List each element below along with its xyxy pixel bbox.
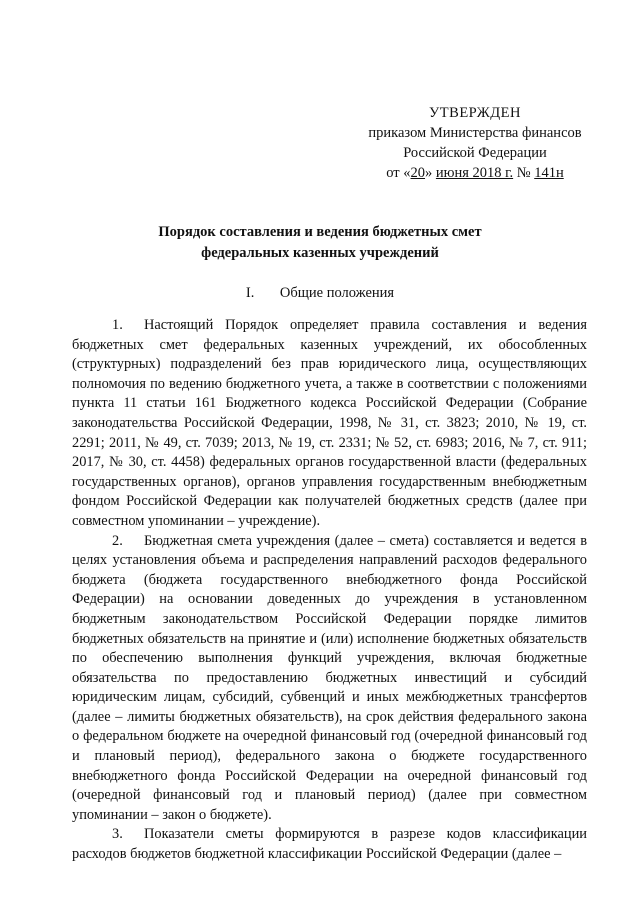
document-body <box>72 316 587 865</box>
date-month-year: июня 2018 г. <box>435 165 514 181</box>
date-mid: » <box>425 165 436 181</box>
date-prefix: от « <box>386 165 411 181</box>
paragraph-number: 1. <box>112 317 123 333</box>
paragraph-text: Настоящий Порядок определяет правила составления и ведения бюджетных смет федеральных казенных учреждений, их обособленных (структурных) подразделений без прав юридического лица, осуществляющих полномочия по ведению бюджетного учета, а также в соответствии с положениями пункта 11 статьи 161 Бюджетного кодекса Российской Федерации (Собрание законодательства Российской Федерации, 1998, № 31, ст. 3823; 2010, № 19, ст. 2291; 2011, № 49, ст. 7039; 2013, № 19, ст. 2331; № 52, ст. 6983; 2016, № 7, ст. 911; 2017, № 30, ст. 4458) федеральных органов государственной власти (федеральных государственных органов), органов управления государственным внебюджетным фондом Российской Федерации как получателей бюджетных средств (далее при совместном упоминании – учреждение). <box>72 317 587 529</box>
approval-stamp-block <box>360 103 590 183</box>
title-line-1: Порядок составления и ведения бюджетных смет <box>158 224 482 240</box>
paragraph <box>72 825 587 864</box>
document-title <box>60 222 580 264</box>
paragraph-number: 3. <box>112 826 123 843</box>
approval-heading: УТВЕРЖДЕН <box>429 105 521 121</box>
section-heading <box>60 283 580 303</box>
date-day: 20 <box>410 165 426 181</box>
order-number: 141н <box>534 165 564 181</box>
paragraph-text: Показатели сметы формируются в разрезе кодов классификации расходов бюджетов бюджетной классификации Российской Федерации (далее – <box>72 826 587 863</box>
section-title: Общие положения <box>279 285 395 301</box>
approval-ministry-line: Российской Федерации <box>403 145 547 161</box>
title-line-2: федеральных казенных учреждений <box>201 245 439 261</box>
approval-order-line: приказом Министерства финансов <box>368 125 582 141</box>
section-number: I. <box>245 285 255 301</box>
paragraph <box>72 532 587 826</box>
paragraph-number: 2. <box>112 532 123 549</box>
paragraph <box>72 316 587 532</box>
number-sign: № <box>513 165 535 181</box>
approval-date-line <box>360 163 590 183</box>
paragraph-text: Бюджетная смета учреждения (далее – смета) составляется и ведется в целях установления объема и распределения направлений расходов федерального бюджета (бюджета государственного внебюджетного фонда Российской Федерации) на основании доведенных до учреждения в установленном бюджетным законодательством Российской Федерации порядке лимитов бюджетных обязательств на принятие и (или) исполнение бюджетных обязательств по обеспечению выполнения функций учреждения, включая бюджетные обязательства по предоставлению бюджетных инвестиций и субсидий юридическим лицам, субсидий, субвенций и иных межбюджетных трансфертов (далее – лимиты бюджетных обязательств), на срок действия федерального закона о федеральном бюджете на очередной финансовый год (очередной финансовый год и плановый период), федерального закона о бюджете государственного внебюджетного фонда Российской Федерации на очередной финансовый год (очередной финансовый год и плановый период) (далее при совместном упоминании – закон о бюджете). <box>72 532 587 823</box>
